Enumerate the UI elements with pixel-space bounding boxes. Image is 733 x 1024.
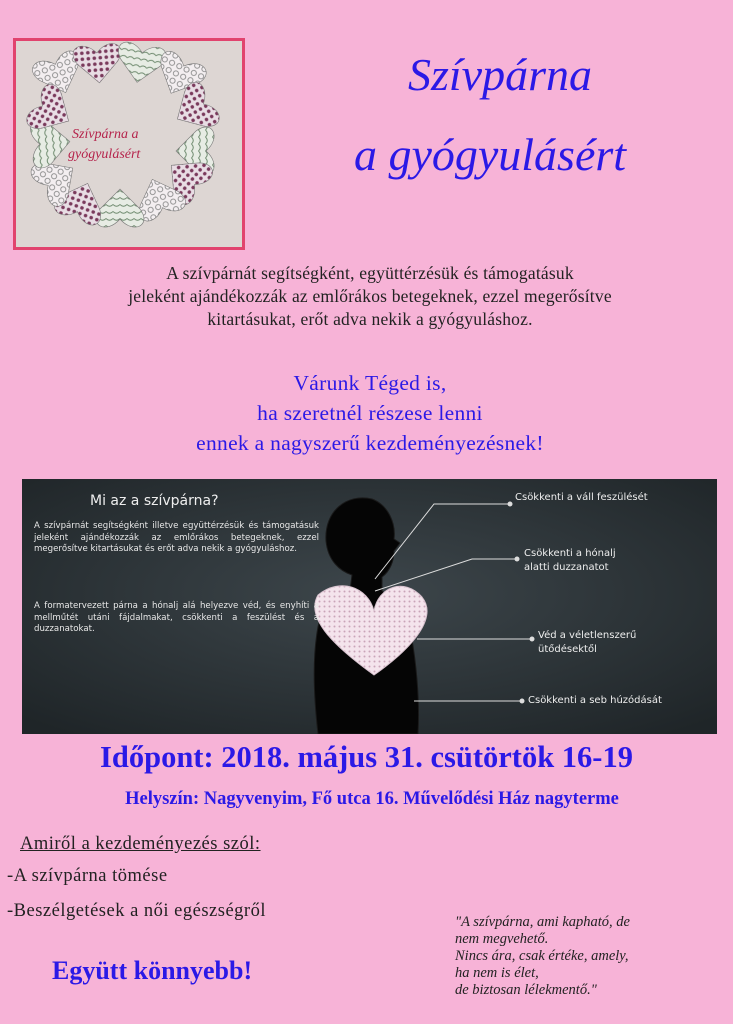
label-line: Véd a véletlenszerű bbox=[538, 630, 637, 641]
logo-text-line1: Szívpárna a bbox=[72, 127, 139, 142]
intro-paragraph bbox=[40, 262, 700, 331]
quote-line: Nincs ára, csak értéke, amely, bbox=[455, 948, 629, 964]
event-date: Időpont: 2018. május 31. csütörtök 16-19 bbox=[100, 740, 633, 774]
quote-line: nem megvehető. bbox=[455, 931, 549, 947]
topic-item: -A szívpárna tömése bbox=[7, 866, 168, 886]
slogan: Együtt könnyebb! bbox=[52, 956, 253, 985]
infographic-label-wound: Csökkenti a seb húzódását bbox=[528, 695, 662, 706]
infographic-label-shoulder: Csökkenti a váll feszülését bbox=[515, 492, 648, 503]
infographic-title: Mi az a szívpárna? bbox=[90, 493, 219, 509]
quote-line: "A szívpárna, ami kapható, de bbox=[455, 914, 630, 930]
infographic-label-armpit bbox=[524, 547, 616, 575]
intro-line: A szívpárnát segítségként, együttérzésük és támogatásuk bbox=[166, 263, 574, 283]
quote-line: ha nem is élet, bbox=[455, 965, 539, 981]
infographic-paragraph: A szívpárnát segítségként illetve együttérzésük és támogatásuk jeleként ajándékozzák az emlőrákos betegeknek, ezzel megerősítve kitartásukat és erőt adva nekik a gyógyuláshoz. bbox=[34, 521, 319, 554]
invite-line: Várunk Téged is, bbox=[293, 371, 447, 395]
label-line: ütődésektől bbox=[538, 644, 597, 655]
quote-block bbox=[455, 914, 725, 999]
quote-line: de biztosan lélekmentő." bbox=[455, 982, 597, 998]
page-title-line2: a gyógyulásért bbox=[353, 129, 627, 180]
topic-item: -Beszélgetések a női egészségről bbox=[7, 901, 266, 921]
logo-text-line2: gyógyulásért bbox=[68, 147, 141, 162]
invite-line: ennek a nagyszerű kezdeményezésnek! bbox=[196, 431, 544, 455]
invite-text bbox=[40, 368, 700, 458]
infographic-label-protection bbox=[538, 629, 636, 657]
intro-line: jeleként ajándékozzák az emlőrákos betegeknek, ezzel megerősítve bbox=[128, 286, 612, 306]
label-line: alatti duzzanatot bbox=[524, 562, 609, 573]
intro-line: kitartásukat, erőt adva nekik a gyógyuláshoz. bbox=[207, 309, 533, 329]
infographic-panel bbox=[22, 479, 717, 734]
logo-image bbox=[13, 38, 245, 250]
topics-heading: Amiről a kezdeményezés szól: bbox=[20, 834, 261, 854]
event-location: Helyszín: Nagyvenyim, Fő utca 16. Művelődési Ház nagyterme bbox=[125, 789, 619, 809]
label-line: Csökkenti a hónalj bbox=[524, 548, 616, 559]
infographic-paragraph: A formatervezett párna a hónalj alá helyezve véd, és enyhíti a mellműtét utáni fájdalmakat, csökkenti a feszülést és a duzzanatokat. bbox=[34, 601, 319, 634]
invite-line: ha szeretnél részese lenni bbox=[257, 401, 483, 425]
page-title-line1: Szívpárna bbox=[408, 49, 592, 100]
